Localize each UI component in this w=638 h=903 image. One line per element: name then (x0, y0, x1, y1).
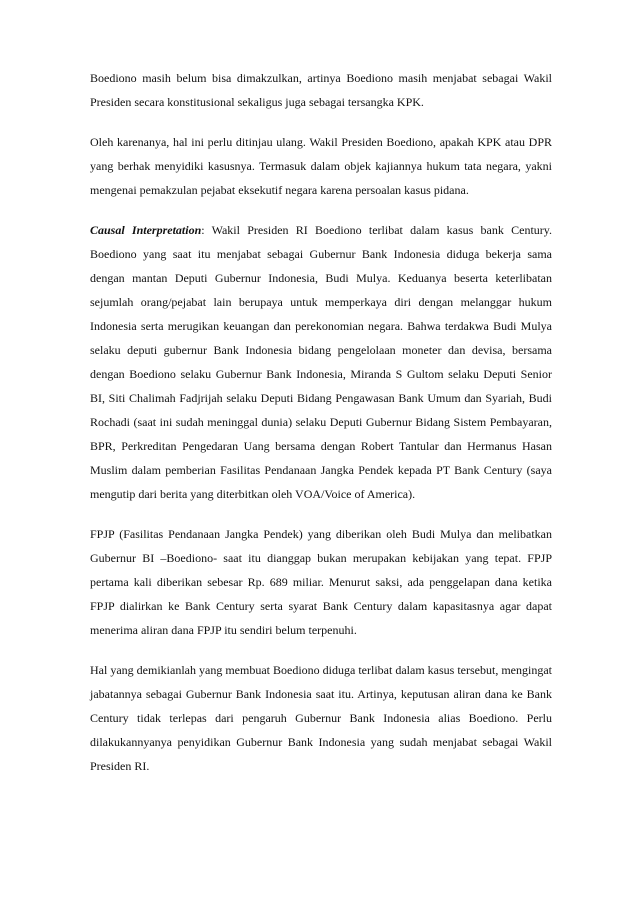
paragraph-4: FPJP (Fasilitas Pendanaan Jangka Pendek) yang diberikan oleh Budi Mulya dan melibatkan Gubernur BI –Boediono- saat itu dianggap bukan merupakan kebijakan yang tepat. FPJP pertama kali diberikan sebesar Rp. 689 miliar. Menurut saksi, ada penggelapan dana ketika FPJP dialirkan ke Bank Century serta syarat Bank Century dalam kapasitasnya agar dapat menerima aliran dana FPJP itu sendiri belum terpenuhi. (90, 527, 552, 637)
paragraph-3-text: : Wakil Presiden RI Boediono terlibat dalam kasus bank Century. Boediono yang saat itu menjabat sebagai Gubernur Bank Indonesia diduga bekerja sama dengan mantan Deputi Gubernur Indonesia, Budi Mulya. Keduanya beserta keterlibatan sejumlah orang/pejabat lain berupaya untuk memperkaya diri dengan melanggar hukum Indonesia serta merugikan keuangan dan perekonomian negara. Bahwa terdakwa Budi Mulya selaku deputi gubernur Bank Indonesia bidang pengelolaan moneter dan devisa, bersama dengan Boediono selaku Gubernur Bank Indonesia, Miranda S Gultom selaku Deputi Senior BI, Siti Chalimah Fadjrijah selaku Deputi Bidang Pengawasan Bank Umum dan Syariah, Budi Rochadi (saat ini sudah meninggal dunia) selaku Deputi Gubernur Bidang Sistem Pembayaran, BPR, Perkreditan Pengedaran Uang bersama dengan Robert Tantular dan Hermanus Hasan Muslim dalam pemberian Fasilitas Pendanaan Jangka Pendek kepada PT Bank Century (saya mengutip dari berita yang diterbitkan oleh VOA/Voice of America). (90, 223, 552, 501)
paragraph-2: Oleh karenanya, hal ini perlu ditinjau ulang. Wakil Presiden Boediono, apakah KPK atau DPR yang berhak menyidiki kasusnya. Termasuk dalam objek kajiannya hukum tata negara, yakni mengenai pemakzulan pejabat eksekutif negara karena persoalan kasus pidana. (90, 135, 552, 197)
paragraph-3 (90, 218, 552, 506)
paragraph-5: Hal yang demikianlah yang membuat Boediono diduga terlibat dalam kasus tersebut, mengingat jabatannya sebagai Gubernur Bank Indonesia saat itu. Artinya, keputusan aliran dana ke Bank Century tidak terlepas dari pengaruh Gubernur Bank Indonesia alias Boediono. Perlu dilakukannyanya penyidikan Gubernur Bank Indonesia yang sudah menjabat sebagai Wakil Presiden RI. (90, 663, 552, 773)
paragraph-1: Boediono masih belum bisa dimakzulkan, artinya Boediono masih menjabat sebagai Wakil Presiden secara konstitusional sekaligus juga sebagai tersangka KPK. (90, 71, 552, 109)
document-body (90, 66, 552, 794)
causal-interpretation-heading: Causal Interpretation (90, 223, 202, 237)
